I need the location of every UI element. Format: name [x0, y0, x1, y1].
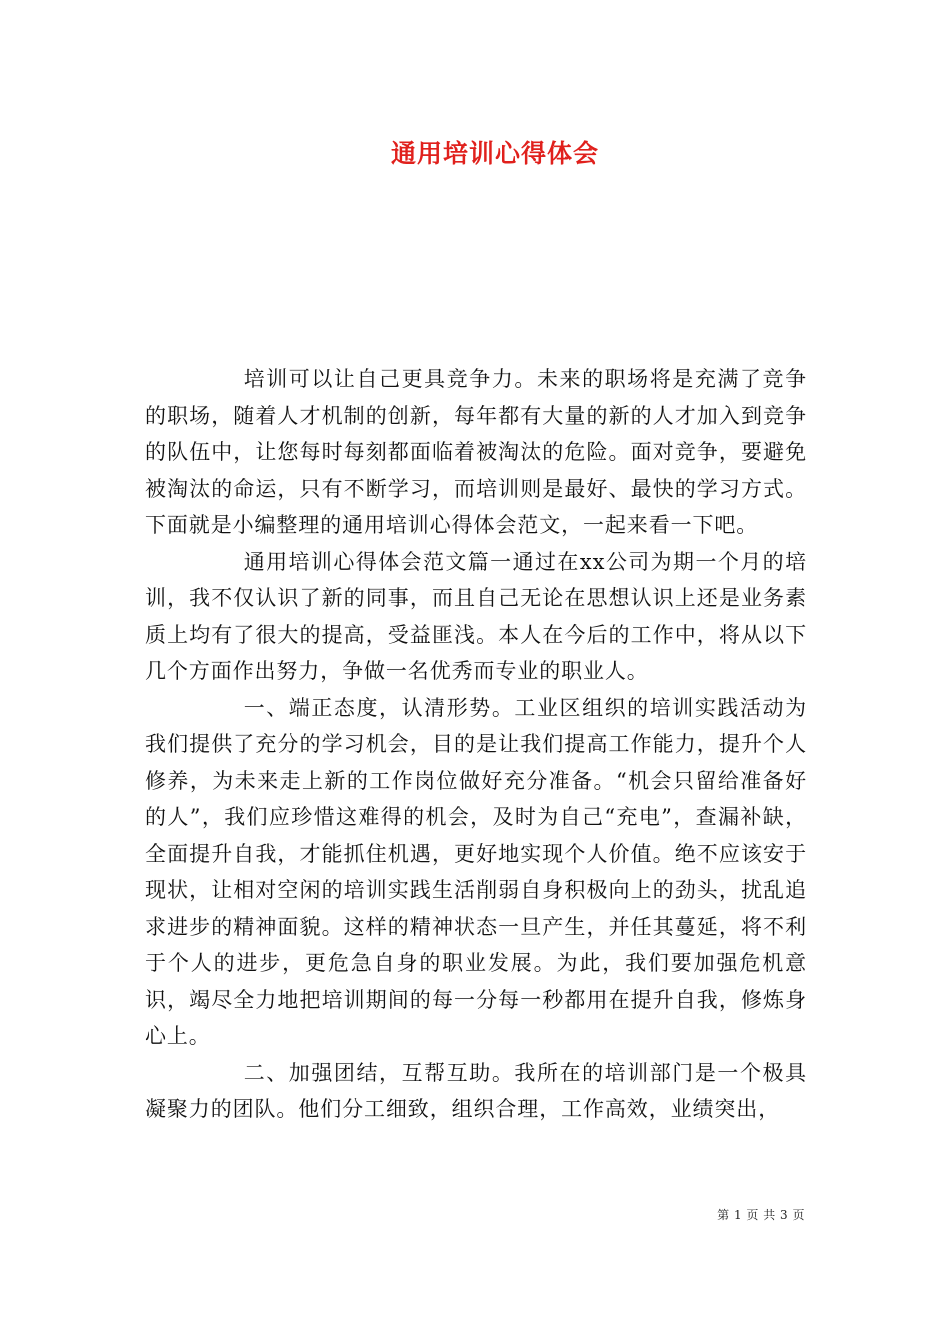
- document-title: 通用培训心得体会: [390, 139, 599, 168]
- paragraph-intro: 培训可以让自己更具竞争力。未来的职场将是充满了竞争的职场，随着人才机制的创新，每年都有大量的新的人才加入到竞争的队伍中，让您每时每刻都面临着被淘汰的危险。面对竞争，要避免被淘汰的命运，只有不断学习，而培训则是最好、最快的学习方式。下面就是小编整理的通用培训心得体会范文，一起来看一下吧。: [145, 367, 807, 537]
- paragraph-point-one: 一、端正态度，认清形势。工业区组织的培训实践活动为我们提供了充分的学习机会，目的是让我们提高工作能力，提升个人修养，为未来走上新的工作岗位做好充分准备。“机会只留给准备好的人”，我们应珍惜这难得的机会，及时为自己“充电”，查漏补缺，全面提升自我，才能抓住机遇，更好地实现个人价值。绝不应该安于现状，让相对空闲的培训实践生活削弱自身积极向上的劲头，扰乱追求进步的精神面貌。这样的精神状态一旦产生，并任其蔓延，将不利于个人的进步，更危急自身的职业发展。为此，我们要加强危机意识，竭尽全力地把培训期间的每一分每一秒都用在提升自我，修炼身心上。: [145, 695, 807, 1048]
- paragraph-point-two: 二、加强团结，互帮互助。我所在的培训部门是一个极具凝聚力的团队。他们分工细致，组织合理，工作高效，业绩突出，: [145, 1060, 807, 1121]
- page-number-footer: 第 1 页 共 3 页: [717, 1208, 805, 1222]
- document-body: [145, 361, 807, 1128]
- paragraph-article-one: 通用培训心得体会范文篇一通过在xx公司为期一个月的培训，我不仅认识了新的同事，而且自己无论在思想认识上还是业务素质上均有了很大的提高，受益匪浅。本人在今后的工作中，将从以下几个方面作出努力，争做一名优秀而专业的职业人。: [145, 549, 807, 683]
